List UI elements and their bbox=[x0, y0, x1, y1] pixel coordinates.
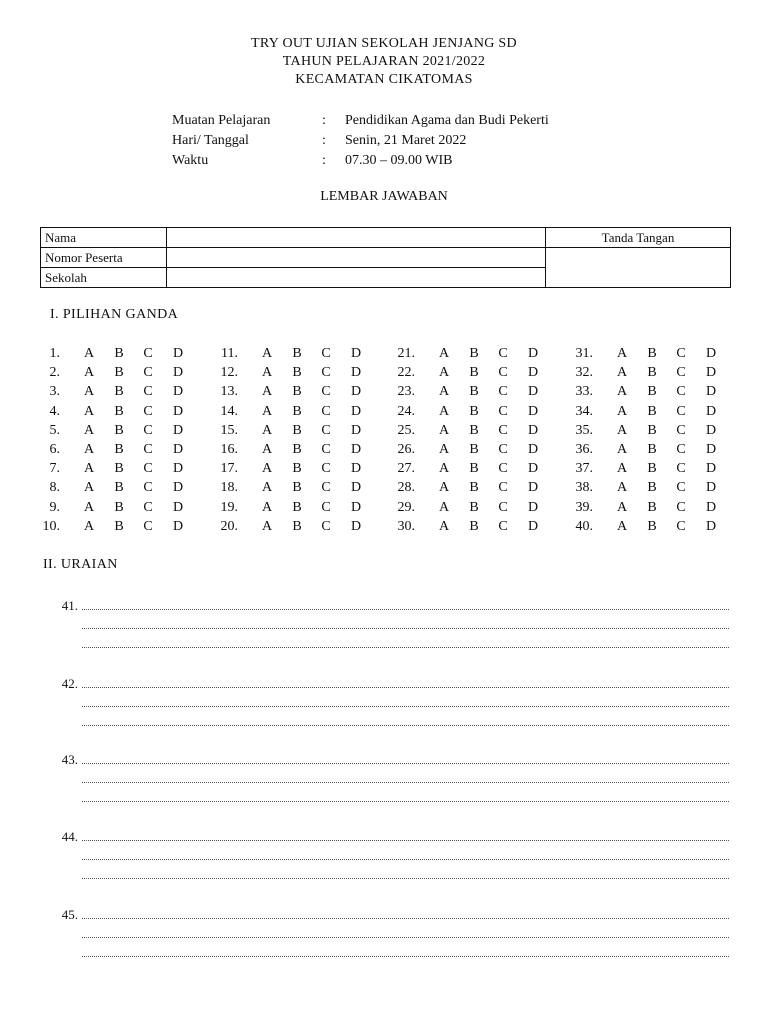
section-multiple-choice-title: I. PILIHAN GANDA bbox=[50, 307, 179, 322]
section-essay-title: II. URAIAN bbox=[43, 557, 118, 572]
essay-question-number: 43. bbox=[61, 752, 78, 767]
mc-option-a[interactable]: A bbox=[438, 403, 450, 419]
mc-question-row bbox=[391, 382, 561, 401]
mc-question-number: 24. bbox=[397, 403, 415, 419]
mc-option-d[interactable]: D bbox=[527, 518, 539, 534]
mc-option-a[interactable]: A bbox=[438, 441, 450, 457]
mc-option-b[interactable]: B bbox=[469, 403, 479, 419]
mc-question-row bbox=[391, 363, 561, 382]
exam-info-time bbox=[172, 151, 549, 171]
date-colon: : bbox=[322, 133, 326, 148]
mc-option-c[interactable]: C bbox=[143, 441, 153, 457]
name-label: Nama bbox=[41, 228, 167, 248]
mc-question-number: 17. bbox=[220, 461, 238, 477]
mc-question-number: 11. bbox=[221, 346, 238, 361]
exam-info bbox=[172, 111, 549, 171]
mc-option-d[interactable]: D bbox=[705, 441, 717, 457]
mc-option-d[interactable]: D bbox=[172, 441, 184, 457]
mc-question-row bbox=[36, 382, 206, 401]
mc-question-number: 15. bbox=[220, 422, 238, 438]
mc-question-row bbox=[391, 440, 561, 459]
mc-question-row bbox=[214, 478, 384, 497]
mc-option-c[interactable]: C bbox=[498, 461, 508, 477]
mc-option-a[interactable]: A bbox=[83, 403, 95, 419]
mc-option-b[interactable]: B bbox=[647, 441, 657, 457]
mc-question-row bbox=[214, 440, 384, 459]
mc-question-row bbox=[569, 517, 739, 536]
mc-option-d[interactable]: D bbox=[350, 499, 362, 515]
mc-option-d[interactable]: D bbox=[172, 422, 184, 438]
participant-number-label: Nomor Peserta bbox=[41, 248, 167, 268]
mc-question-number: 40. bbox=[575, 518, 593, 534]
mc-option-b[interactable]: B bbox=[292, 461, 302, 477]
mc-question-row bbox=[391, 478, 561, 497]
mc-option-b[interactable]: B bbox=[292, 365, 302, 381]
mc-option-a[interactable]: A bbox=[83, 461, 95, 477]
mc-option-a[interactable]: A bbox=[616, 480, 628, 496]
mc-question-row bbox=[391, 517, 561, 536]
mc-question-number: 16. bbox=[220, 441, 238, 457]
mc-question-row bbox=[569, 459, 739, 478]
mc-option-b[interactable]: B bbox=[647, 499, 657, 515]
mc-option-d[interactable]: D bbox=[527, 461, 539, 477]
mc-option-a[interactable]: A bbox=[616, 441, 628, 457]
mc-option-a[interactable]: A bbox=[616, 499, 628, 515]
mc-option-a[interactable]: A bbox=[83, 441, 95, 457]
mc-option-b[interactable]: B bbox=[114, 365, 124, 381]
mc-option-a[interactable]: A bbox=[83, 422, 95, 438]
mc-option-a[interactable]: A bbox=[83, 384, 95, 400]
header-title-line-3: KECAMATAN CIKATOMAS bbox=[295, 72, 473, 87]
mc-option-c[interactable]: C bbox=[143, 461, 153, 477]
mc-option-c[interactable]: C bbox=[676, 346, 686, 361]
mc-option-b[interactable]: B bbox=[647, 461, 657, 477]
mc-question-number: 10. bbox=[42, 518, 60, 534]
mc-option-a[interactable]: A bbox=[438, 518, 450, 534]
mc-option-d[interactable]: D bbox=[172, 384, 184, 400]
mc-question-number: 12. bbox=[220, 365, 238, 381]
mc-option-b[interactable]: B bbox=[292, 346, 302, 361]
mc-question-number: 29. bbox=[397, 499, 415, 515]
mc-option-b[interactable]: B bbox=[114, 461, 124, 477]
mc-question-number: 36. bbox=[575, 441, 593, 457]
mc-question-number: 33. bbox=[575, 384, 593, 400]
document-header bbox=[0, 35, 768, 89]
mc-option-b[interactable]: B bbox=[114, 422, 124, 438]
mc-question-number: 28. bbox=[397, 480, 415, 496]
essay-answer-line[interactable] bbox=[82, 918, 729, 919]
exam-info-subject bbox=[172, 111, 549, 131]
mc-option-a[interactable]: A bbox=[261, 499, 273, 515]
mc-option-c[interactable]: C bbox=[498, 480, 508, 496]
mc-option-a[interactable]: A bbox=[616, 365, 628, 381]
mc-option-d[interactable]: D bbox=[172, 518, 184, 534]
mc-option-c[interactable]: C bbox=[321, 422, 331, 438]
mc-option-a[interactable]: A bbox=[83, 499, 95, 515]
name-field[interactable] bbox=[167, 228, 546, 248]
mc-option-c[interactable]: C bbox=[143, 499, 153, 515]
mc-option-d[interactable]: D bbox=[705, 403, 717, 419]
mc-option-c[interactable]: C bbox=[321, 441, 331, 457]
mc-option-c[interactable]: C bbox=[676, 365, 686, 381]
mc-option-c[interactable]: C bbox=[498, 518, 508, 534]
mc-question-number: 22. bbox=[397, 365, 415, 381]
mc-question-number: 23. bbox=[397, 384, 415, 400]
signature-field[interactable] bbox=[546, 248, 731, 288]
mc-column bbox=[391, 344, 561, 536]
mc-question-row bbox=[36, 421, 206, 440]
essay-question-number: 45. bbox=[61, 907, 78, 922]
mc-question-row bbox=[391, 459, 561, 478]
mc-question-number: 30. bbox=[397, 518, 415, 534]
mc-option-b[interactable]: B bbox=[292, 480, 302, 496]
mc-option-d[interactable]: D bbox=[172, 499, 184, 515]
essay-answer-line[interactable] bbox=[82, 706, 729, 707]
mc-question-row bbox=[569, 498, 739, 517]
mc-option-a[interactable]: A bbox=[616, 403, 628, 419]
multiple-choice-grid bbox=[0, 344, 768, 544]
mc-option-d[interactable]: D bbox=[350, 480, 362, 496]
mc-question-row bbox=[214, 421, 384, 440]
mc-question-row bbox=[214, 459, 384, 478]
mc-question-number: 32. bbox=[575, 365, 593, 381]
mc-option-d[interactable]: D bbox=[705, 346, 717, 361]
mc-option-b[interactable]: B bbox=[647, 403, 657, 419]
mc-option-a[interactable]: A bbox=[261, 480, 273, 496]
mc-question-number: 1. bbox=[49, 346, 60, 361]
mc-option-a[interactable]: A bbox=[438, 480, 450, 496]
mc-option-b[interactable]: B bbox=[469, 461, 479, 477]
mc-question-number: 34. bbox=[575, 403, 593, 419]
mc-question-row bbox=[214, 498, 384, 517]
mc-option-a[interactable]: A bbox=[83, 480, 95, 496]
mc-option-d[interactable]: D bbox=[705, 499, 717, 515]
mc-option-b[interactable]: B bbox=[647, 384, 657, 400]
mc-option-a[interactable]: A bbox=[261, 346, 273, 361]
mc-question-row bbox=[214, 517, 384, 536]
mc-question-number: 2. bbox=[49, 365, 60, 381]
essay-answer-line[interactable] bbox=[82, 647, 729, 648]
mc-option-b[interactable]: B bbox=[292, 384, 302, 400]
mc-question-number: 21. bbox=[397, 346, 415, 361]
mc-option-b[interactable]: B bbox=[114, 403, 124, 419]
mc-option-a[interactable]: A bbox=[261, 441, 273, 457]
mc-question-row bbox=[391, 421, 561, 440]
mc-option-c[interactable]: C bbox=[143, 422, 153, 438]
mc-option-c[interactable]: C bbox=[321, 499, 331, 515]
mc-option-c[interactable]: C bbox=[143, 403, 153, 419]
mc-option-c[interactable]: C bbox=[498, 365, 508, 381]
mc-question-row bbox=[391, 402, 561, 421]
mc-option-d[interactable]: D bbox=[705, 384, 717, 400]
mc-option-d[interactable]: D bbox=[527, 403, 539, 419]
mc-option-a[interactable]: A bbox=[261, 461, 273, 477]
sheet-title: LEMBAR JAWABAN bbox=[320, 189, 448, 204]
mc-option-b[interactable]: B bbox=[469, 365, 479, 381]
mc-question-number: 5. bbox=[49, 422, 60, 438]
mc-option-d[interactable]: D bbox=[527, 499, 539, 515]
mc-option-a[interactable]: A bbox=[616, 346, 628, 361]
mc-option-d[interactable]: D bbox=[705, 518, 717, 534]
mc-option-c[interactable]: C bbox=[321, 480, 331, 496]
mc-option-c[interactable]: C bbox=[498, 403, 508, 419]
date-label: Hari/ Tanggal bbox=[172, 133, 249, 148]
mc-column bbox=[569, 344, 739, 536]
mc-option-c[interactable]: C bbox=[676, 403, 686, 419]
mc-option-a[interactable]: A bbox=[83, 365, 95, 381]
mc-column bbox=[214, 344, 384, 536]
mc-option-d[interactable]: D bbox=[350, 422, 362, 438]
mc-option-c[interactable]: C bbox=[321, 403, 331, 419]
mc-option-b[interactable]: B bbox=[292, 441, 302, 457]
mc-option-c[interactable]: C bbox=[676, 461, 686, 477]
mc-option-b[interactable]: B bbox=[647, 518, 657, 534]
mc-option-b[interactable]: B bbox=[292, 403, 302, 419]
mc-option-b[interactable]: B bbox=[469, 441, 479, 457]
mc-question-number: 25. bbox=[397, 422, 415, 438]
mc-option-d[interactable]: D bbox=[350, 441, 362, 457]
mc-question-row bbox=[36, 402, 206, 421]
mc-option-c[interactable]: C bbox=[321, 518, 331, 534]
mc-option-b[interactable]: B bbox=[469, 480, 479, 496]
mc-option-c[interactable]: C bbox=[321, 384, 331, 400]
mc-option-b[interactable]: B bbox=[469, 422, 479, 438]
essay-answer-line[interactable] bbox=[82, 937, 729, 938]
time-label: Waktu bbox=[172, 153, 209, 168]
mc-option-b[interactable]: B bbox=[292, 422, 302, 438]
mc-option-b[interactable]: B bbox=[114, 480, 124, 496]
mc-option-c[interactable]: C bbox=[676, 480, 686, 496]
mc-option-b[interactable]: B bbox=[114, 499, 124, 515]
mc-option-c[interactable]: C bbox=[498, 441, 508, 457]
mc-question-row bbox=[36, 498, 206, 517]
school-label: Sekolah bbox=[41, 268, 167, 288]
mc-question-row bbox=[569, 382, 739, 401]
mc-option-d[interactable]: D bbox=[705, 365, 717, 381]
mc-option-d[interactable]: D bbox=[527, 480, 539, 496]
time-colon: : bbox=[322, 153, 326, 168]
mc-option-c[interactable]: C bbox=[498, 346, 508, 361]
mc-option-a[interactable]: A bbox=[616, 384, 628, 400]
mc-question-number: 35. bbox=[575, 422, 593, 438]
time-value: 07.30 – 09.00 WIB bbox=[345, 153, 453, 168]
mc-option-d[interactable]: D bbox=[172, 365, 184, 381]
mc-option-c[interactable]: C bbox=[143, 384, 153, 400]
mc-option-b[interactable]: B bbox=[114, 518, 124, 534]
mc-option-a[interactable]: A bbox=[261, 384, 273, 400]
mc-question-row bbox=[391, 498, 561, 517]
header-title-line-2: TAHUN PELAJARAN 2021/2022 bbox=[282, 54, 486, 69]
mc-option-a[interactable]: A bbox=[83, 518, 95, 534]
school-field[interactable] bbox=[167, 268, 546, 288]
mc-question-number: 9. bbox=[49, 499, 60, 515]
essay-question-number: 42. bbox=[61, 676, 78, 691]
mc-option-d[interactable]: D bbox=[172, 346, 184, 361]
subject-colon: : bbox=[322, 113, 326, 128]
mc-option-c[interactable]: C bbox=[143, 518, 153, 534]
mc-option-b[interactable]: B bbox=[647, 365, 657, 381]
mc-question-row bbox=[569, 440, 739, 459]
mc-option-c[interactable]: C bbox=[143, 346, 153, 361]
mc-question-number: 3. bbox=[49, 384, 60, 400]
mc-option-c[interactable]: C bbox=[143, 480, 153, 496]
header-title-line-1: TRY OUT UJIAN SEKOLAH JENJANG SD bbox=[251, 36, 517, 51]
essay-answer-line[interactable] bbox=[82, 687, 729, 688]
essay-answer-line[interactable] bbox=[82, 782, 729, 783]
mc-option-d[interactable]: D bbox=[350, 518, 362, 534]
mc-option-c[interactable]: C bbox=[676, 441, 686, 457]
mc-option-b[interactable]: B bbox=[292, 499, 302, 515]
mc-option-c[interactable]: C bbox=[321, 461, 331, 477]
mc-option-d[interactable]: D bbox=[527, 365, 539, 381]
mc-option-a[interactable]: A bbox=[438, 499, 450, 515]
mc-question-row bbox=[391, 344, 561, 363]
mc-option-b[interactable]: B bbox=[292, 518, 302, 534]
mc-question-row bbox=[36, 363, 206, 382]
essay-answer-line[interactable] bbox=[82, 840, 729, 841]
mc-question-number: 6. bbox=[49, 441, 60, 457]
subject-value: Pendidikan Agama dan Budi Pekerti bbox=[345, 113, 549, 128]
mc-option-a[interactable]: A bbox=[438, 365, 450, 381]
identity-row-name bbox=[41, 228, 731, 248]
exam-info-date bbox=[172, 131, 549, 151]
mc-option-d[interactable]: D bbox=[350, 384, 362, 400]
mc-option-a[interactable]: A bbox=[438, 461, 450, 477]
mc-option-d[interactable]: D bbox=[527, 346, 539, 361]
mc-option-d[interactable]: D bbox=[705, 422, 717, 438]
mc-question-row bbox=[36, 517, 206, 536]
mc-option-a[interactable]: A bbox=[261, 403, 273, 419]
mc-option-c[interactable]: C bbox=[321, 365, 331, 381]
mc-question-number: 18. bbox=[220, 480, 238, 496]
mc-option-b[interactable]: B bbox=[647, 346, 657, 361]
identity-row-number bbox=[41, 248, 731, 268]
essay-answer-line[interactable] bbox=[82, 609, 729, 610]
mc-question-row bbox=[569, 421, 739, 440]
mc-option-b[interactable]: B bbox=[647, 480, 657, 496]
mc-option-b[interactable]: B bbox=[469, 518, 479, 534]
mc-option-c[interactable]: C bbox=[676, 384, 686, 400]
mc-question-number: 19. bbox=[220, 499, 238, 515]
mc-question-row bbox=[36, 459, 206, 478]
essay-question-number: 41. bbox=[61, 598, 78, 613]
mc-option-d[interactable]: D bbox=[172, 461, 184, 477]
mc-option-a[interactable]: A bbox=[438, 384, 450, 400]
essay-answer-line[interactable] bbox=[82, 878, 729, 879]
mc-option-a[interactable]: A bbox=[261, 518, 273, 534]
mc-question-number: 4. bbox=[49, 403, 60, 419]
mc-question-number: 13. bbox=[220, 384, 238, 400]
mc-option-b[interactable]: B bbox=[114, 441, 124, 457]
participant-number-field[interactable] bbox=[167, 248, 546, 268]
mc-question-row bbox=[214, 363, 384, 382]
mc-option-b[interactable]: B bbox=[114, 384, 124, 400]
mc-question-row bbox=[569, 478, 739, 497]
mc-option-d[interactable]: D bbox=[527, 441, 539, 457]
mc-option-a[interactable]: A bbox=[83, 346, 95, 361]
mc-option-d[interactable]: D bbox=[172, 403, 184, 419]
mc-option-a[interactable]: A bbox=[438, 422, 450, 438]
mc-question-number: 27. bbox=[397, 461, 415, 477]
date-value: Senin, 21 Maret 2022 bbox=[345, 133, 467, 148]
mc-option-c[interactable]: C bbox=[498, 499, 508, 515]
mc-option-a[interactable]: A bbox=[261, 365, 273, 381]
mc-question-row bbox=[214, 382, 384, 401]
mc-option-c[interactable]: C bbox=[676, 499, 686, 515]
mc-option-a[interactable]: A bbox=[616, 518, 628, 534]
mc-option-a[interactable]: A bbox=[438, 346, 450, 361]
mc-question-row bbox=[214, 344, 384, 363]
mc-option-c[interactable]: C bbox=[676, 518, 686, 534]
mc-question-number: 38. bbox=[575, 480, 593, 496]
identity-table bbox=[40, 227, 731, 288]
mc-question-row bbox=[36, 478, 206, 497]
mc-question-number: 37. bbox=[575, 461, 593, 477]
mc-option-b[interactable]: B bbox=[469, 384, 479, 400]
mc-question-number: 8. bbox=[49, 480, 60, 496]
mc-option-c[interactable]: C bbox=[143, 365, 153, 381]
mc-option-d[interactable]: D bbox=[527, 422, 539, 438]
mc-question-number: 26. bbox=[397, 441, 415, 457]
mc-question-row bbox=[569, 402, 739, 421]
signature-label: Tanda Tangan bbox=[546, 228, 731, 248]
mc-option-c[interactable]: C bbox=[676, 422, 686, 438]
essay-answer-line[interactable] bbox=[82, 725, 729, 726]
mc-option-d[interactable]: D bbox=[705, 480, 717, 496]
essay-answer-line[interactable] bbox=[82, 859, 729, 860]
mc-question-row bbox=[569, 363, 739, 382]
mc-option-d[interactable]: D bbox=[350, 346, 362, 361]
mc-question-row bbox=[36, 344, 206, 363]
mc-question-number: 31. bbox=[575, 346, 593, 361]
mc-question-number: 14. bbox=[220, 403, 238, 419]
mc-option-d[interactable]: D bbox=[350, 461, 362, 477]
mc-option-d[interactable]: D bbox=[705, 461, 717, 477]
mc-option-d[interactable]: D bbox=[350, 365, 362, 381]
mc-option-c[interactable]: C bbox=[321, 346, 331, 361]
essay-answer-line[interactable] bbox=[82, 956, 729, 957]
mc-option-b[interactable]: B bbox=[114, 346, 124, 361]
mc-option-b[interactable]: B bbox=[647, 422, 657, 438]
mc-question-row bbox=[214, 402, 384, 421]
essay-question-number: 44. bbox=[61, 829, 78, 844]
mc-option-d[interactable]: D bbox=[172, 480, 184, 496]
mc-option-d[interactable]: D bbox=[527, 384, 539, 400]
mc-question-number: 39. bbox=[575, 499, 593, 515]
mc-question-row bbox=[36, 440, 206, 459]
mc-option-a[interactable]: A bbox=[616, 461, 628, 477]
mc-option-b[interactable]: B bbox=[469, 346, 479, 361]
essay-answer-line[interactable] bbox=[82, 801, 729, 802]
mc-option-a[interactable]: A bbox=[616, 422, 628, 438]
subject-label: Muatan Pelajaran bbox=[172, 113, 271, 128]
mc-question-number: 20. bbox=[220, 518, 238, 534]
mc-question-row bbox=[569, 344, 739, 363]
mc-option-c[interactable]: C bbox=[498, 384, 508, 400]
mc-question-number: 7. bbox=[49, 461, 60, 477]
mc-option-d[interactable]: D bbox=[350, 403, 362, 419]
essay-answer-line[interactable] bbox=[82, 628, 729, 629]
mc-option-c[interactable]: C bbox=[498, 422, 508, 438]
mc-option-b[interactable]: B bbox=[469, 499, 479, 515]
essay-answer-line[interactable] bbox=[82, 763, 729, 764]
mc-column bbox=[36, 344, 206, 536]
mc-option-a[interactable]: A bbox=[261, 422, 273, 438]
